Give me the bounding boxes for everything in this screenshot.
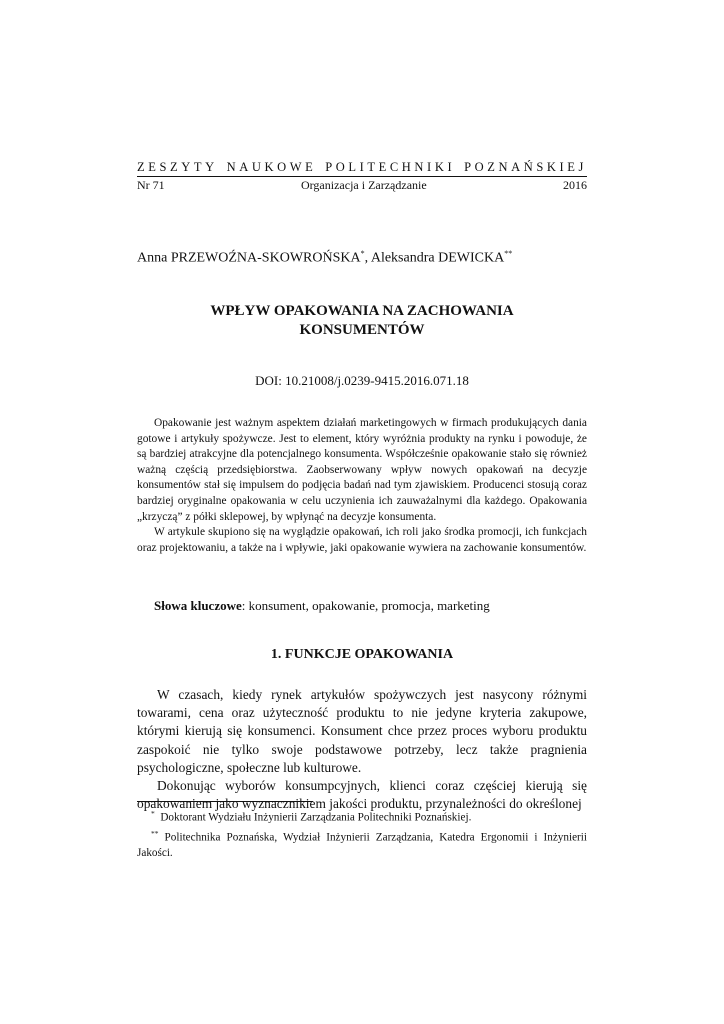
issue-number: Nr 71: [137, 178, 165, 192]
author-name: Aleksandra DEWICKA: [370, 250, 505, 266]
paper-title: [137, 302, 587, 340]
footnote-marker: **: [151, 828, 159, 838]
title-line: WPŁYW OPAKOWANIA NA ZACHOWANIA: [210, 303, 514, 319]
footnote-text: Doktorant Wydziału Inżynierii Zarządzania Politechniki Poznańskiej.: [160, 811, 472, 824]
journal-word-4: POZNAŃSKIEJ: [464, 160, 587, 174]
journal-meta: [137, 178, 587, 193]
footnote-marker: *: [151, 809, 155, 818]
doi: DOI: 10.21008/j.0239-9415.2016.071.18: [255, 373, 469, 388]
footnotes: [137, 806, 587, 861]
body-paragraph: Dokonując wyborów konsumpcyjnych, klienci coraz częściej kierują się opakowaniem jako wyznacznikiem jakości produktu, przynależności do określonej: [137, 778, 587, 812]
journal-word-2: NAUKOWE: [226, 160, 317, 174]
journal-series: Organizacja i Zarządzanie: [300, 178, 427, 192]
footnote: [137, 806, 587, 826]
body-text: [137, 686, 587, 813]
author-separator: ,: [364, 250, 371, 266]
author-list: [137, 249, 512, 267]
footnote-rule: [137, 801, 313, 802]
abstract-paragraph: Opakowanie jest ważnym aspektem działań marketingowych w firmach produkujących dania gotowe i artykuły spożywcze. Jest to element, który wyróżnia produkty na rynku i powoduje, że są bardziej atrakcyjne dla potencjalnego konsumenta. Współcześnie opakowanie stało się również ważną częścią przedsiębiorstwa. Zaobserwowany wpływ nowych opakowań na decyzje konsumentów stał się impulsem do podjęcia badań nad tym zjawiskiem. Producenci stosują coraz bardziej oryginalne opakowania w celu uczynienia ich zauważalnymi dla każdego. Opakowania „krzyczą” z półki sklepowej, by wpłynąć na decyzje konsumenta.: [137, 417, 587, 523]
title-line: KONSUMENTÓW: [299, 322, 425, 338]
body-paragraph: W czasach, kiedy rynek artykułów spożywczych jest nasycony różnymi towarami, cena oraz użyteczność produktu to nie jedyne kryteria zakupowe, którymi kierują się konsumenci. Konsument chce przez proces wyboru produktu zaspokoić nie tylko swoje podstawowe potrzeby, lecz także pragnienia psychologiczne, społeczne lub kulturowe.: [137, 687, 587, 775]
journal-name: [137, 160, 587, 175]
author-name: Anna PRZEWOŹNA-SKOWROŃSKA: [137, 250, 361, 266]
keywords-text: : konsument, opakowanie, promocja, marketing: [241, 598, 490, 613]
journal-word-3: POLITECHNIKI: [325, 160, 456, 174]
section-heading: 1. FUNKCJE OPAKOWANIA: [270, 647, 454, 662]
keywords: [154, 598, 490, 614]
header-rule: [137, 176, 587, 177]
footnote-marker: **: [504, 249, 513, 258]
journal-word-1: ZESZYTY: [137, 160, 218, 174]
footnote: [137, 826, 587, 862]
publication-year: 2016: [563, 178, 587, 192]
abstract: [137, 416, 587, 556]
keywords-label: Słowa kluczowe: [154, 598, 242, 613]
abstract-paragraph: W artykule skupiono się na wyglądzie opakowań, ich roli jako środka promocji, ich funkcjach oraz projektowaniu, a także na i wpływie, jaki opakowanie wywiera na zachowanie konsumentów.: [137, 526, 587, 554]
footnote-text: Politechnika Poznańska, Wydział Inżynierii Zarządzania, Katedra Ergonomii i Inżynierii Jakości.: [137, 831, 587, 860]
footnote-marker: *: [360, 249, 365, 258]
